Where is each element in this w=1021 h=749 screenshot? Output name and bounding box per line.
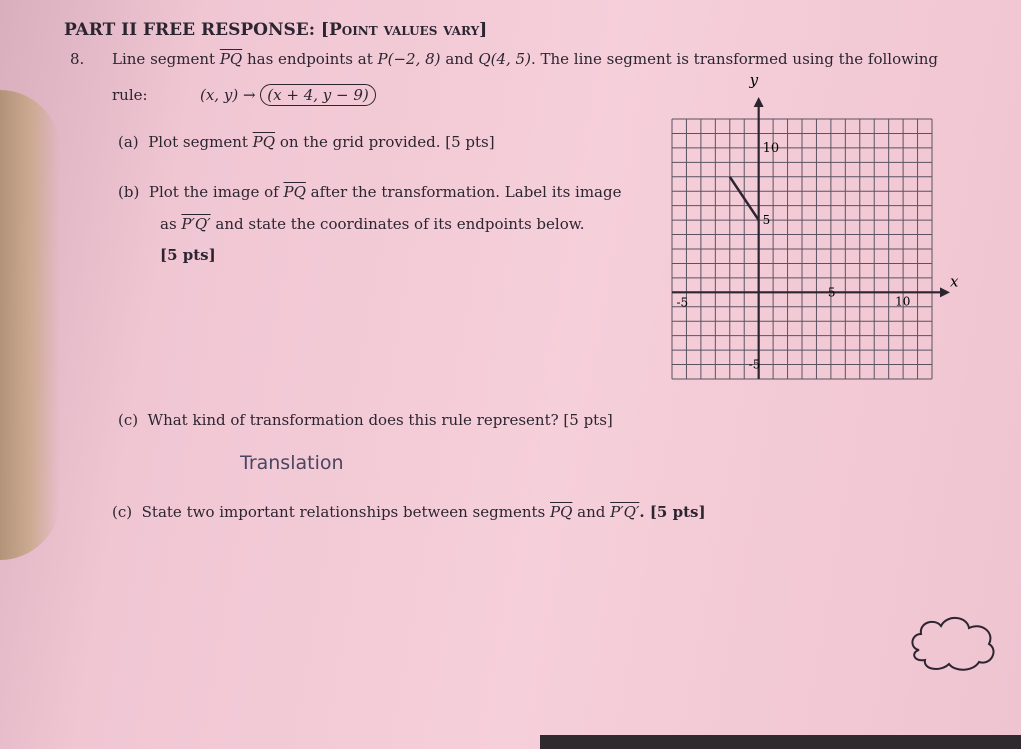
stem-suffix: . The line segment is transformed using the following xyxy=(530,50,939,68)
coordinate-grid[interactable] xyxy=(660,75,980,395)
section-title: PART II FREE RESPONSE: [Point values vary] xyxy=(64,20,488,40)
segment-pq: $\overline{PQ}$ xyxy=(219,50,243,68)
part-c-label: (c) xyxy=(118,411,139,429)
y-tick-label-neg5: -5 xyxy=(748,357,761,372)
y-tick-label-10: 10 xyxy=(762,140,780,156)
cloud-doodle xyxy=(905,610,1000,675)
question-number: 8. xyxy=(70,50,85,68)
rule-label: rule: xyxy=(112,86,148,104)
part-a-segment: $\overline{PQ}$ xyxy=(252,133,276,151)
part-d-segment-prime: P′Q′ xyxy=(610,503,640,521)
part-a-label: (a) xyxy=(118,133,139,151)
y-tick-label-5: 5 xyxy=(762,213,771,228)
x-tick-label-10: 10 xyxy=(895,294,911,309)
part-a-text-after: on the grid provided. [5 pts] xyxy=(279,133,495,151)
part-c-text: What kind of transformation does this rule represent? [5 pts] xyxy=(147,411,613,429)
part-d xyxy=(112,503,706,521)
part-b-as: as xyxy=(160,215,177,233)
stem-prefix: Line segment xyxy=(112,50,216,68)
part-d-label: (c) xyxy=(112,503,133,521)
part-b-line2-text: and state the coordinates of its endpoints below. xyxy=(215,215,585,233)
part-b-text-after: after the transformation. Label its image xyxy=(310,183,622,201)
part-b-points: [5 pts] xyxy=(160,246,216,264)
part-c xyxy=(118,411,613,429)
part-a xyxy=(118,133,495,151)
thumb xyxy=(0,90,60,560)
rule-from: (x, y) → xyxy=(200,86,256,104)
part-b-segment: $\overline{PQ}$ xyxy=(283,183,306,201)
rule-to: (x + 4, y − 9) xyxy=(260,84,375,106)
x-axis-arrow xyxy=(940,287,950,297)
rule-expression xyxy=(200,86,376,104)
point-p: P(−2, 8) xyxy=(377,50,441,68)
point-q: Q(4, 5) xyxy=(478,50,531,68)
part-d-points: . [5 pts] xyxy=(639,503,706,521)
part-d-text: State two important relationships between segments xyxy=(141,503,546,521)
part-b-line1 xyxy=(118,183,621,201)
part-d-segment: $\overline{PQ}$ xyxy=(550,503,573,521)
part-d-and: and xyxy=(577,503,606,521)
stem-mid: has endpoints at xyxy=(246,50,373,68)
part-b-label: (b) xyxy=(118,183,140,201)
part-a-text-before: Plot segment xyxy=(148,133,248,151)
y-axis-arrow xyxy=(754,97,764,107)
axes xyxy=(672,97,950,379)
part-b-line2 xyxy=(160,215,585,233)
part-c-answer: Translation xyxy=(240,452,344,474)
part-b-segment-prime: P′Q′ xyxy=(181,215,211,233)
x-axis-label: x xyxy=(950,272,959,291)
stem-and: and xyxy=(445,50,474,68)
question-stem xyxy=(112,50,938,68)
desk-edge xyxy=(540,735,1021,749)
x-tick-label-neg5: -5 xyxy=(676,295,689,310)
y-axis-label: y xyxy=(749,75,759,89)
part-b-text: Plot the image of xyxy=(148,183,279,201)
grid-lines xyxy=(672,119,932,379)
x-tick-label-5: 5 xyxy=(827,285,836,300)
